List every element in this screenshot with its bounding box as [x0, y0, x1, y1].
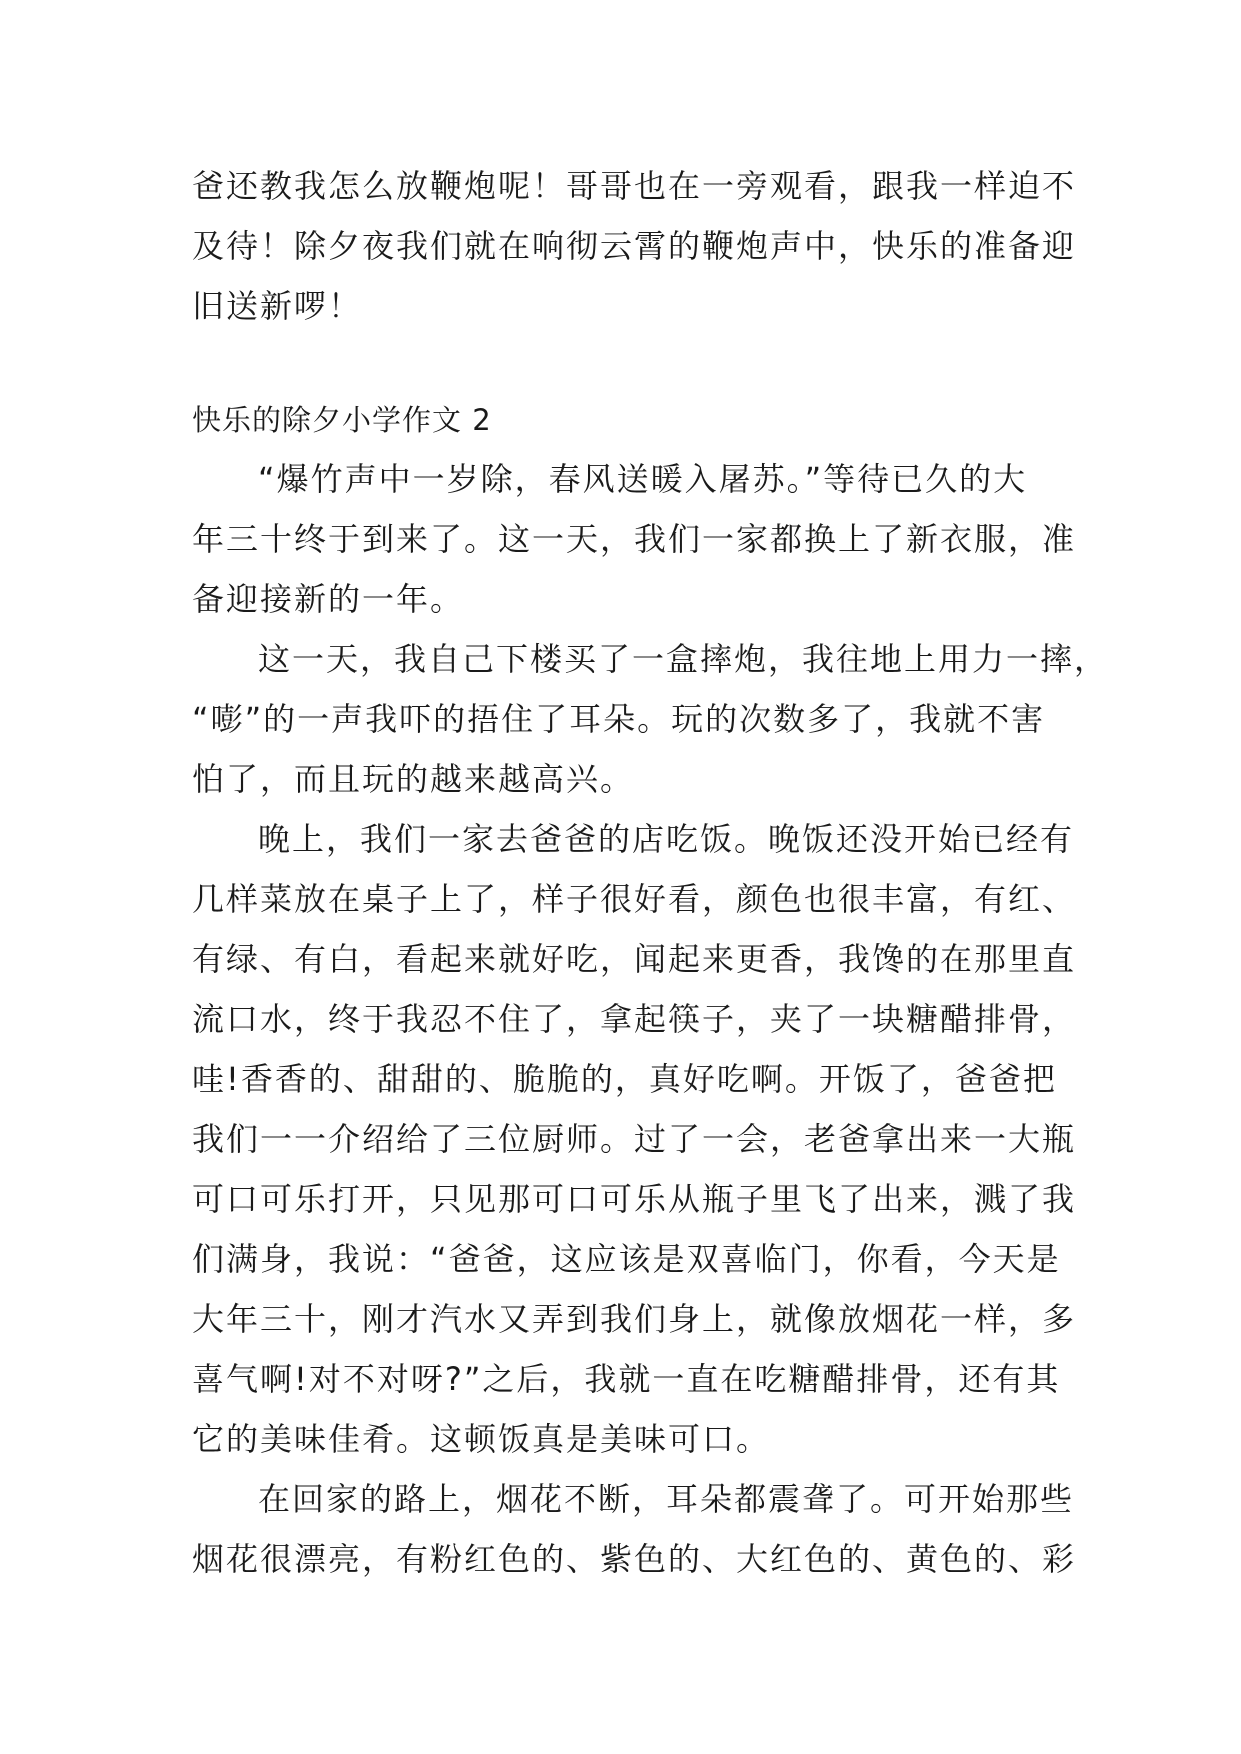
paragraph-first-line: 在回家的路上，烟花不断，耳朵都震聋了。可开始那些: [258, 1480, 1075, 1518]
paragraph-first-line: 晚上，我们一家去爸爸的店吃饭。晚饭还没开始已经有: [258, 820, 1075, 858]
text-line: 几样菜放在桌子上了，样子很好看，颜色也很丰富，有红、: [192, 880, 1077, 918]
text-line: 大年三十，刚才汽水又弄到我们身上，就像放烟花一样，多: [192, 1300, 1077, 1338]
text-line: “嘭”的一声我吓的捂住了耳朵。玩的次数多了，我就不害: [192, 700, 1046, 738]
text-line: 烟花很漂亮，有粉红色的、紫色的、大红色的、黄色的、彩: [192, 1540, 1077, 1578]
text-line: 哇!香香的、甜甜的、脆脆的，真好吃啊。开饭了，爸爸把: [192, 1060, 1057, 1098]
essay-body: [192, 449, 1109, 1589]
essay-title: 快乐的除夕小学作文 2: [192, 403, 492, 437]
text-line: 流口水，终于我忍不住了，拿起筷子，夹了一块糖醋排骨，: [192, 1000, 1077, 1038]
text-line: 有绿、有白，看起来就好吃，闻起来更香，我馋的在那里直: [192, 940, 1077, 978]
text-line: 爸还教我怎么放鞭炮呢！哥哥也在一旁观看，跟我一样迫不: [192, 167, 1077, 205]
text-line: 怕了，而且玩的越来越高兴。: [192, 760, 635, 798]
text-line: 它的美味佳肴。这顿饭真是美味可口。: [192, 1420, 771, 1458]
text-line: 可口可乐打开，只见那可口可乐从瓶子里飞了出来，溅了我: [192, 1180, 1077, 1218]
previous-essay-ending: [192, 156, 1077, 336]
text-line: 年三十终于到来了。这一天，我们一家都换上了新衣服，准: [192, 520, 1077, 558]
paragraph-first-line: 这一天，我自己下楼买了一盒摔炮，我往地上用力一摔，: [258, 640, 1109, 678]
text-line: 备迎接新的一年。: [192, 580, 465, 618]
text-line: 喜气啊!对不对呀?”之后，我就一直在吃糖醋排骨，还有其: [192, 1360, 1061, 1398]
text-line: 们满身，我说：“爸爸，这应该是双喜临门，你看，今天是: [192, 1240, 1061, 1278]
paragraph-first-line: “爆竹声中一岁除，春风送暖入屠苏。”等待已久的大: [258, 460, 1028, 498]
text-line: 旧送新啰！: [192, 287, 363, 325]
text-line: 我们一一介绍给了三位厨师。过了一会，老爸拿出来一大瓶: [192, 1120, 1077, 1158]
text-line: 及待！除夕夜我们就在响彻云霄的鞭炮声中，快乐的准备迎: [192, 227, 1077, 265]
